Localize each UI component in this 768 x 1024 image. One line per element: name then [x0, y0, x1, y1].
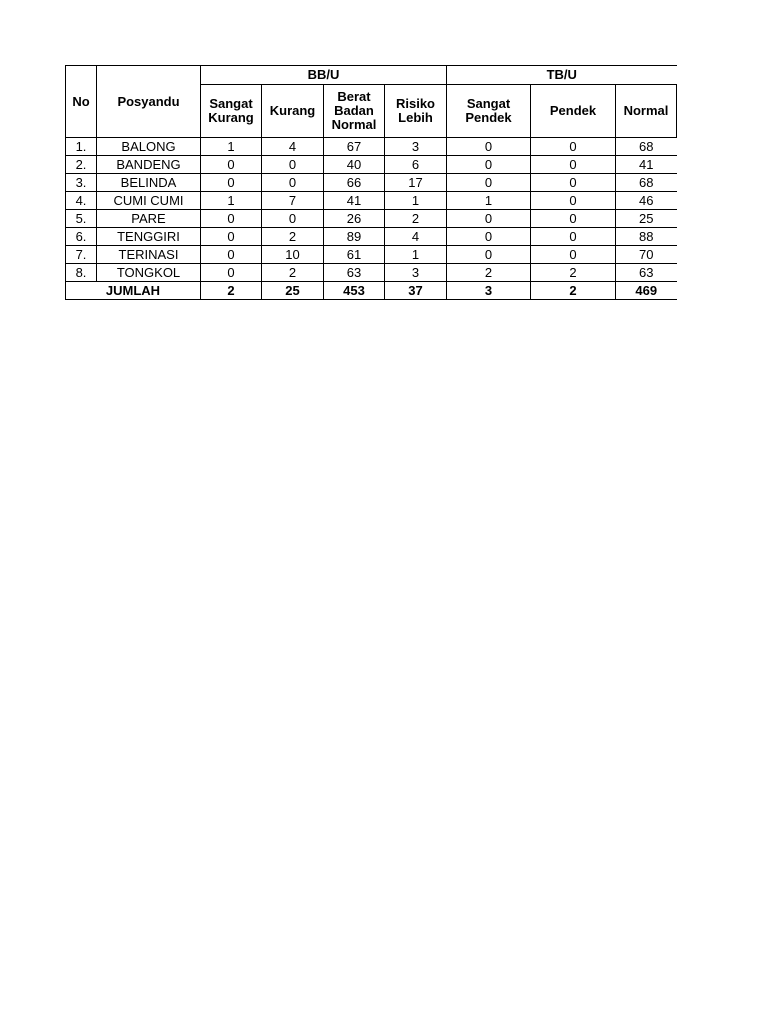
value-cell: 0 [201, 174, 262, 192]
table-row [66, 174, 677, 192]
value-cell: 0 [531, 210, 616, 228]
value-cell: 0 [201, 264, 262, 282]
value-cell: 1 [201, 192, 262, 210]
value-cell: 41 [324, 192, 385, 210]
value-cell: 0 [531, 174, 616, 192]
value-cell: 0 [262, 210, 324, 228]
value-cell: 0 [201, 210, 262, 228]
row-number: 1. [66, 138, 97, 156]
total-value: 25 [262, 282, 324, 300]
value-cell: 0 [447, 156, 531, 174]
value-cell: 66 [324, 174, 385, 192]
header-sangat-pendek: Sangat Pendek [447, 85, 531, 138]
value-cell: 61 [324, 246, 385, 264]
value-cell: 89 [324, 228, 385, 246]
value-cell: 63 [324, 264, 385, 282]
table-row [66, 246, 677, 264]
value-cell: 0 [447, 138, 531, 156]
value-cell: 3 [385, 138, 447, 156]
value-cell: 0 [447, 174, 531, 192]
value-cell: 4 [262, 138, 324, 156]
header-berat-badan-normal: Berat Badan Normal [324, 85, 385, 138]
value-cell: 67 [324, 138, 385, 156]
total-value: 2 [201, 282, 262, 300]
value-cell: 0 [262, 174, 324, 192]
table-row [66, 192, 677, 210]
value-cell: 0 [201, 156, 262, 174]
row-number: 7. [66, 246, 97, 264]
value-cell: 0 [531, 138, 616, 156]
posyandu-name: CUMI CUMI [97, 192, 201, 210]
value-cell: 2 [531, 264, 616, 282]
header-kurang: Kurang [262, 85, 324, 138]
value-cell: 2 [385, 210, 447, 228]
posyandu-name: TERINASI [97, 246, 201, 264]
value-cell: 0 [447, 246, 531, 264]
value-cell: 0 [201, 246, 262, 264]
posyandu-name: BALONG [97, 138, 201, 156]
value-cell: 0 [262, 156, 324, 174]
total-label: JUMLAH [66, 282, 201, 300]
header-no: No [66, 66, 97, 138]
value-cell: 1 [201, 138, 262, 156]
posyandu-name: TENGGIRI [97, 228, 201, 246]
value-cell: 68 [616, 174, 677, 192]
header-pendek: Pendek [531, 85, 616, 138]
posyandu-name: BANDENG [97, 156, 201, 174]
value-cell: 46 [616, 192, 677, 210]
value-cell: 70 [616, 246, 677, 264]
total-value: 3 [447, 282, 531, 300]
value-cell: 1 [385, 192, 447, 210]
value-cell: 3 [385, 264, 447, 282]
value-cell: 0 [531, 246, 616, 264]
row-number: 4. [66, 192, 97, 210]
header-bbu-group: BB/U [201, 66, 447, 85]
value-cell: 6 [385, 156, 447, 174]
value-cell: 0 [531, 228, 616, 246]
table-row [66, 138, 677, 156]
table-row [66, 264, 677, 282]
posyandu-name: PARE [97, 210, 201, 228]
value-cell: 2 [262, 264, 324, 282]
value-cell: 26 [324, 210, 385, 228]
row-number: 5. [66, 210, 97, 228]
value-cell: 2 [447, 264, 531, 282]
value-cell: 0 [447, 210, 531, 228]
table-row [66, 156, 677, 174]
value-cell: 10 [262, 246, 324, 264]
header-risiko-lebih: Risiko Lebih [385, 85, 447, 138]
table-body [66, 138, 677, 300]
value-cell: 63 [616, 264, 677, 282]
table-row [66, 228, 677, 246]
total-row [66, 282, 677, 300]
row-number: 2. [66, 156, 97, 174]
posyandu-name: BELINDA [97, 174, 201, 192]
value-cell: 41 [616, 156, 677, 174]
value-cell: 0 [531, 156, 616, 174]
value-cell: 0 [447, 228, 531, 246]
value-cell: 88 [616, 228, 677, 246]
header-tbu-group: TB/U [447, 66, 677, 85]
table-row [66, 210, 677, 228]
value-cell: 2 [262, 228, 324, 246]
total-value: 453 [324, 282, 385, 300]
row-number: 3. [66, 174, 97, 192]
row-number: 8. [66, 264, 97, 282]
posyandu-name: TONGKOL [97, 264, 201, 282]
spreadsheet-page [65, 65, 677, 300]
total-value: 469 [616, 282, 677, 300]
value-cell: 0 [201, 228, 262, 246]
row-number: 6. [66, 228, 97, 246]
value-cell: 40 [324, 156, 385, 174]
total-value: 37 [385, 282, 447, 300]
value-cell: 1 [385, 246, 447, 264]
total-value: 2 [531, 282, 616, 300]
posyandu-nutrition-table [65, 65, 677, 300]
value-cell: 7 [262, 192, 324, 210]
header-posyandu: Posyandu [97, 66, 201, 138]
header-sangat-kurang: Sangat Kurang [201, 85, 262, 138]
value-cell: 1 [447, 192, 531, 210]
value-cell: 0 [531, 192, 616, 210]
value-cell: 68 [616, 138, 677, 156]
header-normal: Normal [616, 85, 677, 138]
value-cell: 4 [385, 228, 447, 246]
value-cell: 17 [385, 174, 447, 192]
value-cell: 25 [616, 210, 677, 228]
